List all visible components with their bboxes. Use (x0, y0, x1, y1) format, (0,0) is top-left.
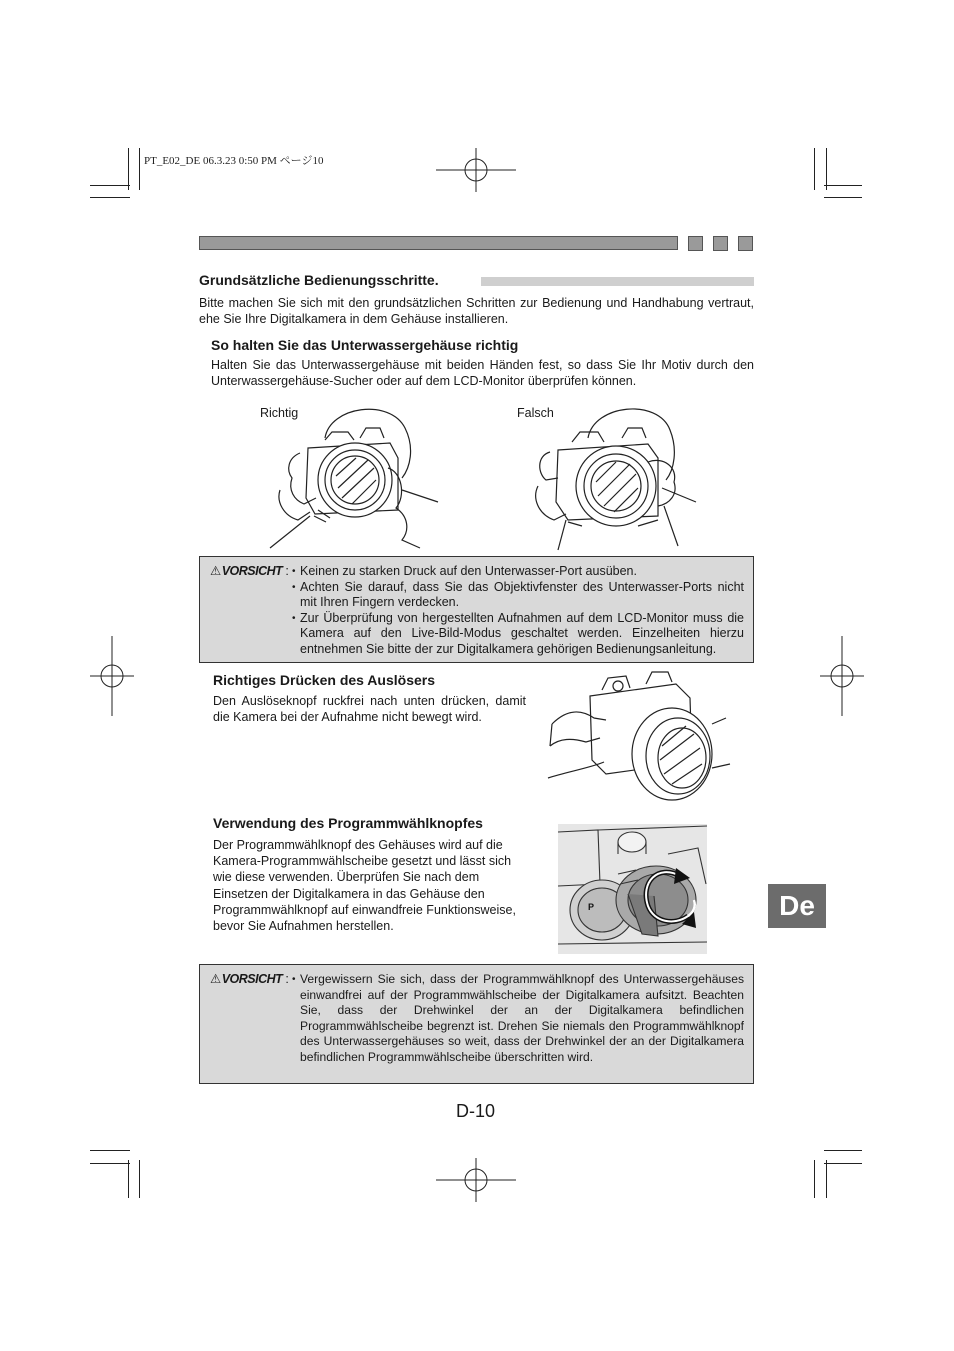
illustration-holding-correct (270, 398, 440, 548)
warning-icon: ⚠ (210, 972, 221, 986)
shutter-title: Richtiges Drücken des Auslösers (213, 672, 436, 688)
registration-target-bottom (436, 1158, 516, 1202)
illustration-shutter (546, 668, 730, 806)
section-title-rule (481, 277, 754, 286)
label-correct: Richtig (260, 406, 299, 420)
label-wrong: Falsch (517, 406, 554, 420)
header-square (738, 236, 753, 251)
dial-title: Verwendung des Programmwählknopfes (213, 815, 483, 831)
caution-box (199, 964, 754, 1084)
caution-item: • Keinen zu starken Druck auf den Unterwasser-Port ausüben. (292, 564, 744, 580)
caution-item: • Achten Sie darauf, dass Sie das Objektivfenster des Unterwasser-Ports nicht mit Ihren Fingern verdecken. (292, 580, 744, 611)
illustration-mode-dial (558, 824, 707, 954)
caution-item: • Vergewissern Sie sich, dass der Programmwählknopf des Unterwassergehäuses einwandfrei auf der Programmwählscheibe der Digitalkamera aufsitzt. Beachten Sie, dass der Drehwinkel der an der Digitalkamera befindlichen Programmwählscheibe begrenzt ist. Drehen Sie niemals den Programmwählknopf des Unterwassergehäuses so weit, dass der Drehwinkel der an der Digitalkamera befindlichen Programmwählscheibe überschritten wird. (292, 972, 744, 1065)
caution-label: ⚠VORSICHT : (210, 564, 289, 578)
warning-icon: ⚠ (210, 564, 221, 578)
caution-label: ⚠VORSICHT : (210, 972, 289, 986)
dial-text: Der Programmwählknopf des Gehäuses wird auf die Kamera-Programmwählscheibe gesetzt und lässt sich wie diese verwenden. Überprüfen Sie nach dem Einsetzen der Digitalkamera in das Gehäuse den Programmwählknopf auf einwandfreie Funktionsweise, bevor Sie Aufnahmen herstellen. (213, 838, 516, 934)
holding-title: So halten Sie das Unterwassergehäuse richtig (211, 337, 519, 353)
header-bar (199, 236, 678, 250)
language-tab: De (768, 884, 826, 928)
page-number: D-10 (456, 1101, 496, 1121)
caution-item: • Zur Überprüfung von hergestellten Aufnahmen auf dem LCD-Monitor muss die Kamera auf den Live-Bild-Modus geschaltet werden. Einzelheiten hierzu entnehmen Sie bitte der zur Digitalkamera gehörigen Bedienungsanleitung. (292, 611, 744, 658)
caution-list (292, 564, 744, 657)
caution-box (199, 556, 754, 663)
print-slug: PT_E02_DE 06.3.23 0:50 PM ページ10 (144, 155, 324, 167)
registration-target-top (436, 148, 516, 192)
caution-list (292, 972, 744, 1065)
registration-target-left (90, 636, 134, 716)
illustration-holding-wrong (528, 398, 698, 550)
header-square (713, 236, 728, 251)
header-square (688, 236, 703, 251)
registration-target-right (820, 636, 864, 716)
section-title: Grundsätzliche Bedienungsschritte. (199, 272, 439, 288)
dial-mode-mark: P (588, 902, 595, 912)
holding-text: Halten Sie das Unterwassergehäuse mit beiden Händen fest, so dass Sie Ihr Motiv durch den Unterwassergehäuse-Sucher oder auf dem LCD-Monitor überprüfen können. (211, 358, 754, 388)
shutter-text: Den Auslöseknopf ruckfrei nach unten drücken, damit die Kamera bei der Aufnahme nicht bewegt wird. (213, 694, 526, 724)
section-intro: Bitte machen Sie sich mit den grundsätzlichen Schritten zur Bedienung und Handhabung vertraut, ehe Sie Ihre Digitalkamera in dem Gehäuse installieren. (199, 296, 754, 326)
